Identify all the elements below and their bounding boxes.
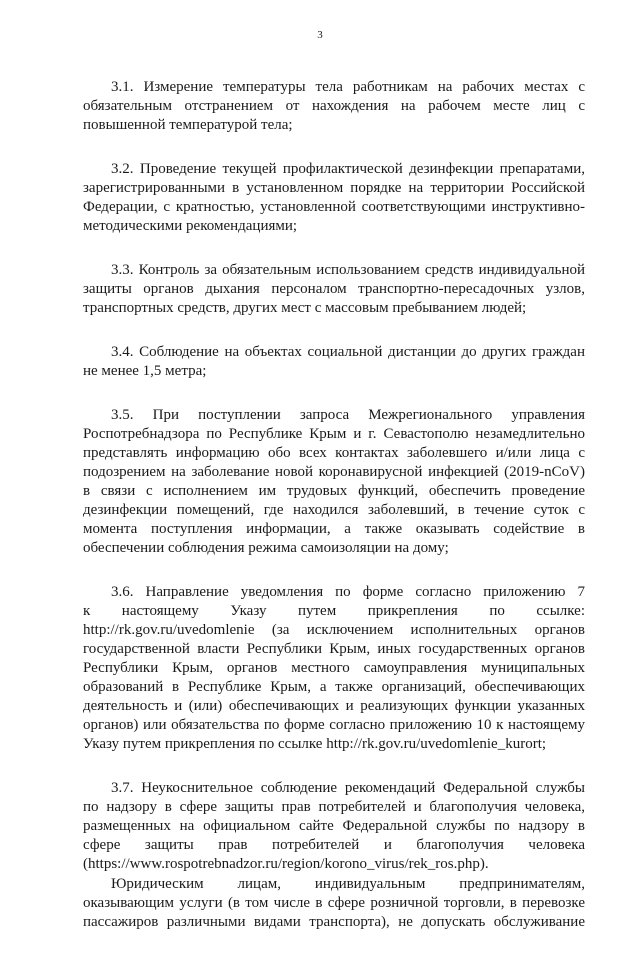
text-line: образований в Республике Крым, а также организаций, обеспечивающих	[83, 679, 585, 695]
text-line: государственной власти Республики Крым, иных государственных органов	[83, 641, 585, 657]
text-line: в связи с исполнением им трудовых функций, обеспечить проведение	[83, 483, 585, 499]
paragraph-legal-entities	[83, 875, 585, 932]
text-line: Федерации, с кратностью, установленной соответствующими инструктивно-	[83, 199, 585, 215]
text-line: обязательным отстранением от нахождения на рабочем месте лиц с	[83, 98, 585, 114]
paragraph-3-1	[83, 78, 585, 135]
text-line: зарегистрированными в установленном порядке на территории Российской	[83, 180, 585, 196]
text-line: http://rk.gov.ru/uvedomlenie (за исключением исполнительных органов	[83, 622, 585, 638]
text-line: момента поступления информации, а также оказывать содействие в	[83, 521, 585, 537]
paragraph-3-6	[83, 583, 585, 754]
text-line: оказывающим услуги (в том числе в сфере розничной торговли, в перевозке	[83, 895, 585, 911]
text-line: Республики Крым, органов местного самоуправления муниципальных	[83, 660, 585, 676]
paragraph-3-5	[83, 406, 585, 558]
text-line: 3.1. Измерение температуры тела работникам на рабочих местах с	[111, 79, 585, 95]
text-line: размещенных на официальном сайте Федеральной службы по надзору в	[83, 818, 585, 834]
text-line: пассажиров различными видами транспорта), не допускать обслуживание	[83, 914, 585, 930]
text-line: обеспечении соблюдения режима самоизоляции на дому;	[83, 540, 449, 556]
text-line: методическими рекомендациями;	[83, 218, 298, 234]
paragraph-3-7	[83, 779, 585, 874]
text-line: Роспотребнадзора по Республике Крым и г. Севастополю незамедлительно	[83, 426, 585, 442]
text-line: 3.4. Соблюдение на объектах социальной дистанции до других граждан	[111, 344, 585, 360]
text-line: по надзору в сфере защиты прав потребителей и благополучия человека,	[83, 799, 585, 815]
text-line: не менее 1,5 метра;	[83, 363, 207, 379]
text-line: 3.5. При поступлении запроса Межрегионального управления	[111, 407, 585, 423]
text-line: 3.3. Контроль за обязательным использованием средств индивидуальной	[111, 262, 585, 278]
document-body	[83, 78, 585, 957]
text-line: подозрением на заболевание новой коронавирусной инфекцией (2019-nCoV)	[83, 464, 585, 480]
text-line: органов) или обязательства по форме согласно приложению 10 к настоящему	[83, 717, 585, 733]
paragraph-3-4	[83, 343, 585, 381]
text-line: транспортных средств, других мест с массовым пребыванием людей;	[83, 300, 527, 316]
paragraph-3-2	[83, 160, 585, 236]
text-line: к настоящему Указу путем прикрепления по ссылке:	[83, 603, 585, 619]
text-line: (https://www.rospotrebnadzor.ru/region/korono_virus/rek_ros.php).	[83, 856, 489, 872]
text-line: 3.2. Проведение текущей профилактической дезинфекции препаратами,	[111, 161, 585, 177]
text-line: Указу путем прикрепления по ссылке http://rk.gov.ru/uvedomlenie_kurort;	[83, 736, 547, 752]
text-line: 3.7. Неукоснительное соблюдение рекомендаций Федеральной службы	[111, 780, 585, 796]
text-line: 3.6. Направление уведомления по форме согласно приложению 7	[111, 584, 585, 600]
text-line: дезинфекции помещений, где находился заболевший, в течение суток с	[83, 502, 585, 518]
text-line: Юридическим лицам, индивидуальным предпринимателям,	[111, 876, 585, 892]
text-line: сфере защиты прав потребителей и благополучия человека	[83, 837, 585, 853]
paragraph-3-3	[83, 261, 585, 318]
text-line: повышенной температурой тела;	[83, 117, 293, 133]
text-line: защиты органов дыхания персоналом транспортно-пересадочных узлов,	[83, 281, 585, 297]
page-number: 3	[317, 29, 323, 41]
text-line: представлять информацию обо всех контактах заболевшего и/или лица с	[83, 445, 585, 461]
text-line: деятельность и (или) обеспечивающих и реализующих функции указанных	[83, 698, 585, 714]
